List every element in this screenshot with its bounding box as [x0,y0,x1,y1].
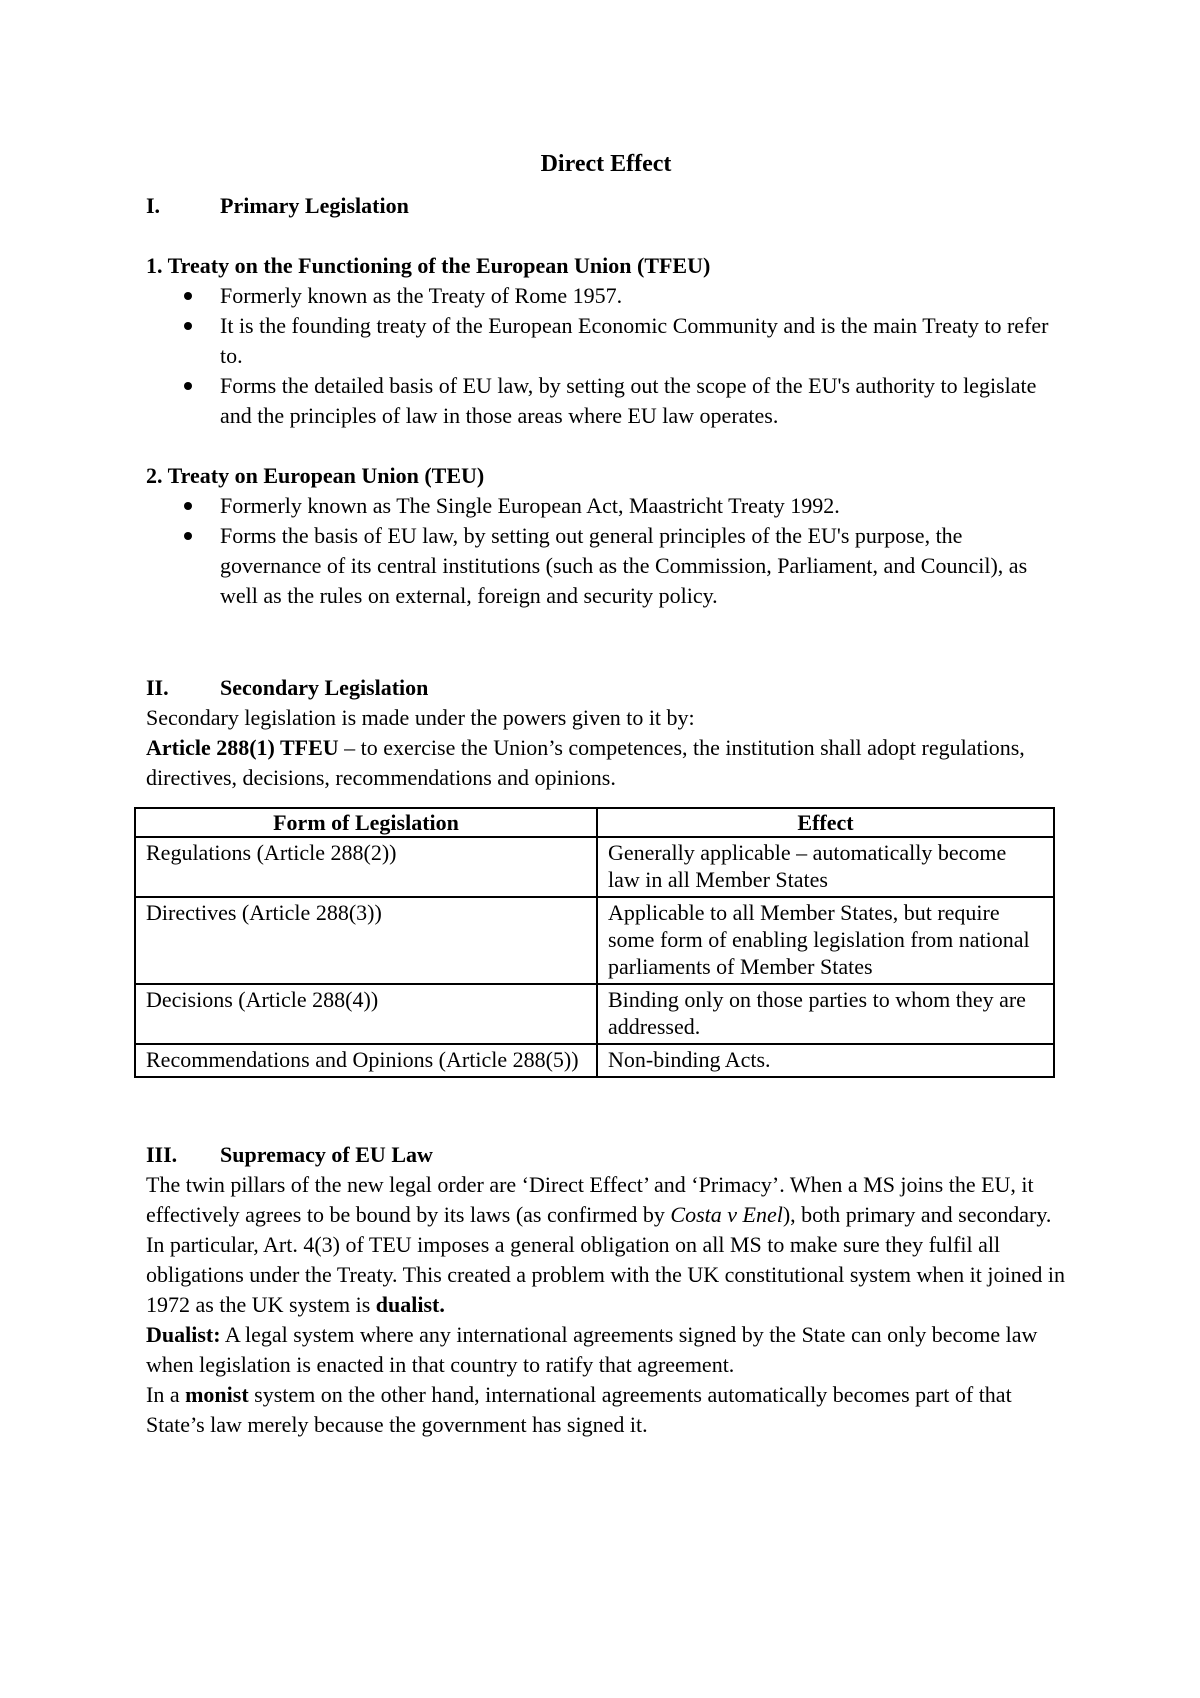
article-label: Article 288(1) TFEU [146,735,339,760]
dualist-label: Dualist: [146,1322,221,1347]
monist-definition [146,1380,1066,1440]
text-run: In a [146,1382,186,1407]
document-body [146,147,1066,1440]
list-item: Formerly known as the Treaty of Rome 1957. [220,281,1066,311]
section-title: Primary Legislation [220,193,409,218]
text-run: The twin pillars of the new legal order are ‘Direct Effect’ and ‘Primacy’. When a MS joins the EU, it effectively agrees to be bound by its laws (as confirmed by [146,1172,1034,1227]
section-title: Supremacy of EU Law [220,1142,433,1167]
section-heading-supremacy [146,1140,1066,1170]
list-item: It is the founding treaty of the European Economic Community and is the main Treaty to refer to. [220,311,1066,371]
article-text: – to exercise the Union’s competences, the institution shall adopt regulations, directives, decisions, recommendations and opinions. [146,735,1025,790]
table-row [135,897,1054,984]
section-number: I. [146,193,161,218]
secondary-intro: Secondary legislation is made under the powers given to it by: [146,705,695,730]
text-run: ), both primary and secondary. In particular, Art. 4(3) of TEU imposes a general obligation on all MS to make sure they fulfil all obligations under the Treaty. This created a problem with the UK constitutional system when it joined in 1972 as the UK system is [146,1202,1065,1317]
table-cell: Binding only on those parties to whom they are addressed. [597,984,1054,1044]
monist-term: monist [185,1382,249,1407]
tfeu-heading: 1. Treaty on the Functioning of the European Union (TFEU) [146,253,711,278]
table-cell: Decisions (Article 288(4)) [135,984,597,1044]
section-title: Secondary Legislation [220,675,429,700]
column-header-effect: Effect [597,808,1054,837]
article-288-paragraph [146,733,1066,793]
legislation-table [134,807,1055,1078]
text-run: system on the other hand, international agreements automatically becomes part of that State’s law merely because the government has signed it. [146,1382,1012,1437]
table-cell: Non-binding Acts. [597,1044,1054,1077]
table-cell: Regulations (Article 288(2)) [135,837,597,897]
list-item: Formerly known as The Single European Act, Maastricht Treaty 1992. [220,491,1066,521]
tfeu-bullet-list [146,281,1066,431]
dualist-definition [146,1320,1066,1380]
text-run: A legal system where any international agreements signed by the State can only become law when legislation is enacted in that country to ratify that agreement. [146,1322,1038,1377]
table-header-row [135,808,1054,837]
table-cell: Directives (Article 288(3)) [135,897,597,984]
teu-bullet-list [146,491,1066,611]
section-number: II. [146,675,169,700]
dualist-term: dualist. [375,1292,445,1317]
section-number: III. [146,1142,178,1167]
section-heading-secondary [146,673,1066,703]
teu-heading: 2. Treaty on European Union (TEU) [146,463,485,488]
table-row [135,1044,1054,1077]
table-cell: Applicable to all Member States, but require some form of enabling legislation from national parliaments of Member States [597,897,1054,984]
table-row [135,837,1054,897]
table-cell: Generally applicable – automatically become law in all Member States [597,837,1054,897]
column-header-form: Form of Legislation [135,808,597,837]
case-name: Costa v Enel [670,1202,783,1227]
list-item: Forms the detailed basis of EU law, by setting out the scope of the EU's authority to legislate and the principles of law in those areas where EU law operates. [220,371,1066,431]
supremacy-paragraph [146,1170,1066,1320]
page-title: Direct Effect [540,151,672,177]
section-heading-primary [146,191,1066,221]
table-row [135,984,1054,1044]
table-cell: Recommendations and Opinions (Article 288(5)) [135,1044,597,1077]
list-item: Forms the basis of EU law, by setting out general principles of the EU's purpose, the governance of its central institutions (such as the Commission, Parliament, and Council), as well as the rules on external, foreign and security policy. [220,521,1066,611]
